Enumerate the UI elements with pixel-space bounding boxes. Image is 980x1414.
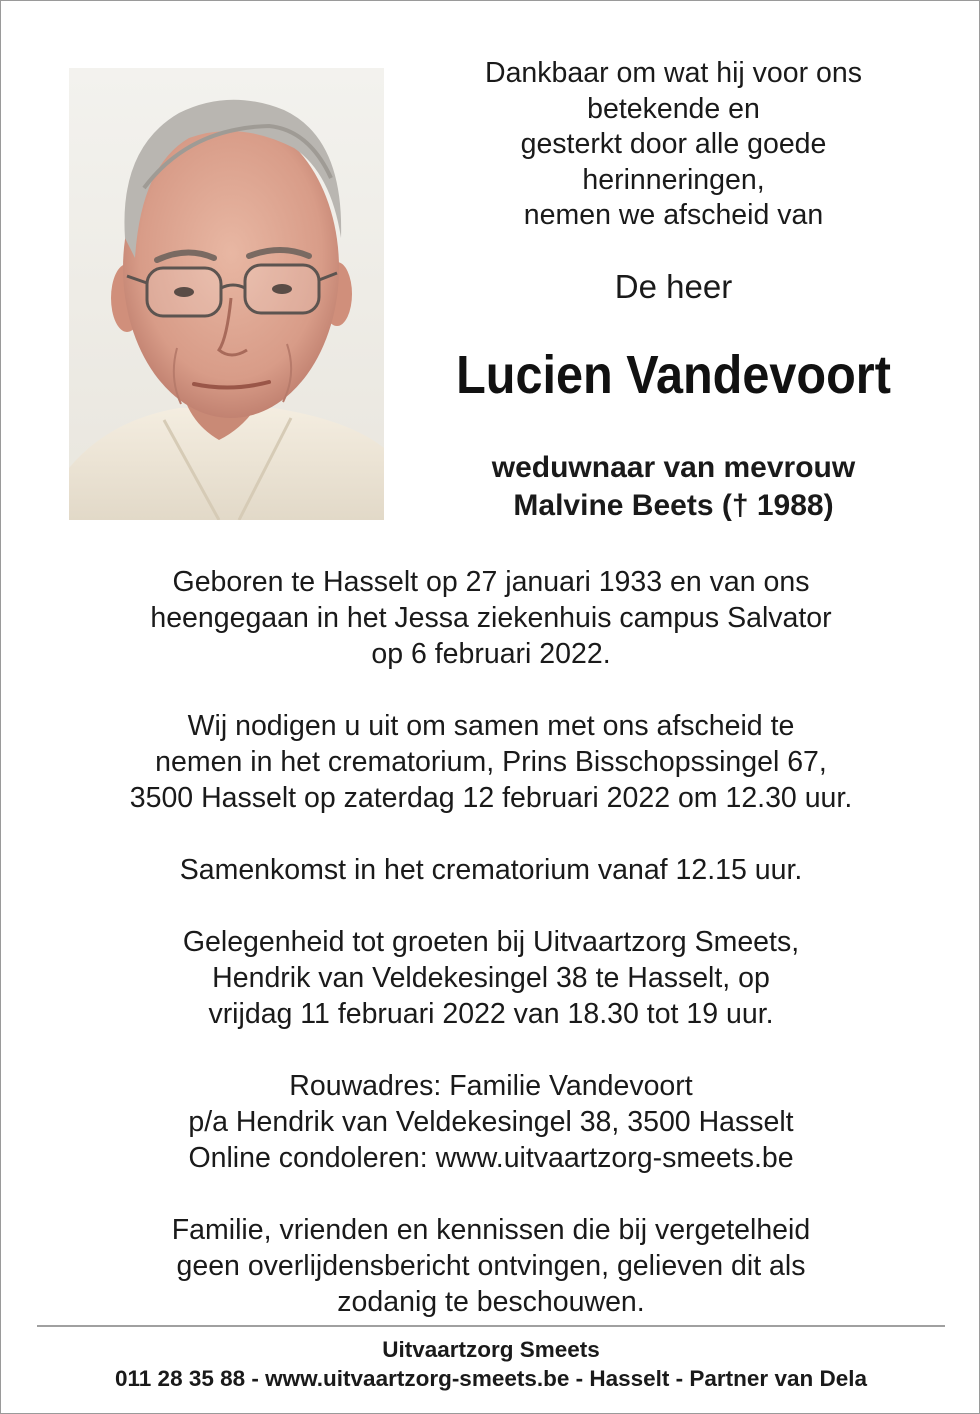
paragraph-address bbox=[31, 1068, 951, 1176]
text-line: op 6 februari 2022. bbox=[371, 638, 611, 670]
text-line: p/a Hendrik van Veldekesingel 38, 3500 Hasselt bbox=[188, 1106, 794, 1138]
deceased-name: Lucien Vandevoort bbox=[456, 345, 891, 405]
text-line: zodanig te beschouwen. bbox=[337, 1286, 645, 1318]
intro-line: gesterkt door alle goede bbox=[520, 128, 827, 160]
footer bbox=[21, 1335, 961, 1393]
text-line: Samenkomst in het crematorium vanaf 12.15 uur. bbox=[179, 854, 803, 886]
text-line: Gelegenheid tot groeten bij Uitvaartzorg Smeets, bbox=[182, 926, 800, 958]
text-line: nemen in het crematorium, Prins Bisschopssingel 67, bbox=[155, 746, 827, 778]
text-line: Familie, vrienden en kennissen die bij vergetelheid bbox=[171, 1214, 811, 1246]
text-line: Geboren te Hasselt op 27 januari 1933 en van ons bbox=[172, 566, 810, 598]
spouse-line: Malvine Beets († 1988) bbox=[513, 489, 834, 522]
text-line: 3500 Hasselt op zaterdag 12 februari 2022 om 12.30 uur. bbox=[129, 782, 853, 814]
text-line: vrijdag 11 februari 2022 van 18.30 tot 19 uur. bbox=[208, 998, 774, 1030]
intro-line: betekende en bbox=[587, 92, 760, 125]
paragraph-gathering bbox=[31, 852, 951, 888]
footer-contact: 011 28 35 88 - www.uitvaartzorg-smeets.be - Hasselt - Partner van Dela bbox=[115, 1366, 867, 1391]
honorific: De heer bbox=[614, 268, 733, 305]
footer-divider bbox=[37, 1325, 945, 1327]
paragraph-birth-death bbox=[31, 564, 951, 672]
text-line: Wij nodigen u uit om samen met ons afscheid te bbox=[187, 710, 795, 742]
obituary-body bbox=[31, 564, 951, 1356]
intro-text bbox=[401, 56, 946, 234]
paragraph-notice bbox=[31, 1212, 951, 1320]
spouse-line: weduwnaar van mevrouw bbox=[491, 451, 856, 484]
text-line: Hendrik van Veldekesingel 38 te Hasselt, op bbox=[212, 962, 770, 994]
text-line: Rouwadres: Familie Vandevoort bbox=[289, 1070, 693, 1102]
paragraph-ceremony bbox=[31, 708, 951, 816]
text-line: heengegaan in het Jessa ziekenhuis campus Salvator bbox=[150, 602, 832, 634]
paragraph-visitation bbox=[31, 924, 951, 1032]
intro-line: herinneringen, bbox=[582, 163, 765, 196]
text-line: geen overlijdensbericht ontvingen, gelieven dit als bbox=[176, 1250, 806, 1282]
spouse-info bbox=[401, 449, 946, 525]
footer-company: Uitvaartzorg Smeets bbox=[382, 1337, 600, 1362]
text-line: Online condoleren: www.uitvaartzorg-smeets.be bbox=[188, 1142, 794, 1174]
intro-line: Dankbaar om wat hij voor ons bbox=[484, 57, 862, 89]
intro-line: nemen we afscheid van bbox=[523, 199, 824, 231]
portrait-photo bbox=[69, 68, 384, 520]
